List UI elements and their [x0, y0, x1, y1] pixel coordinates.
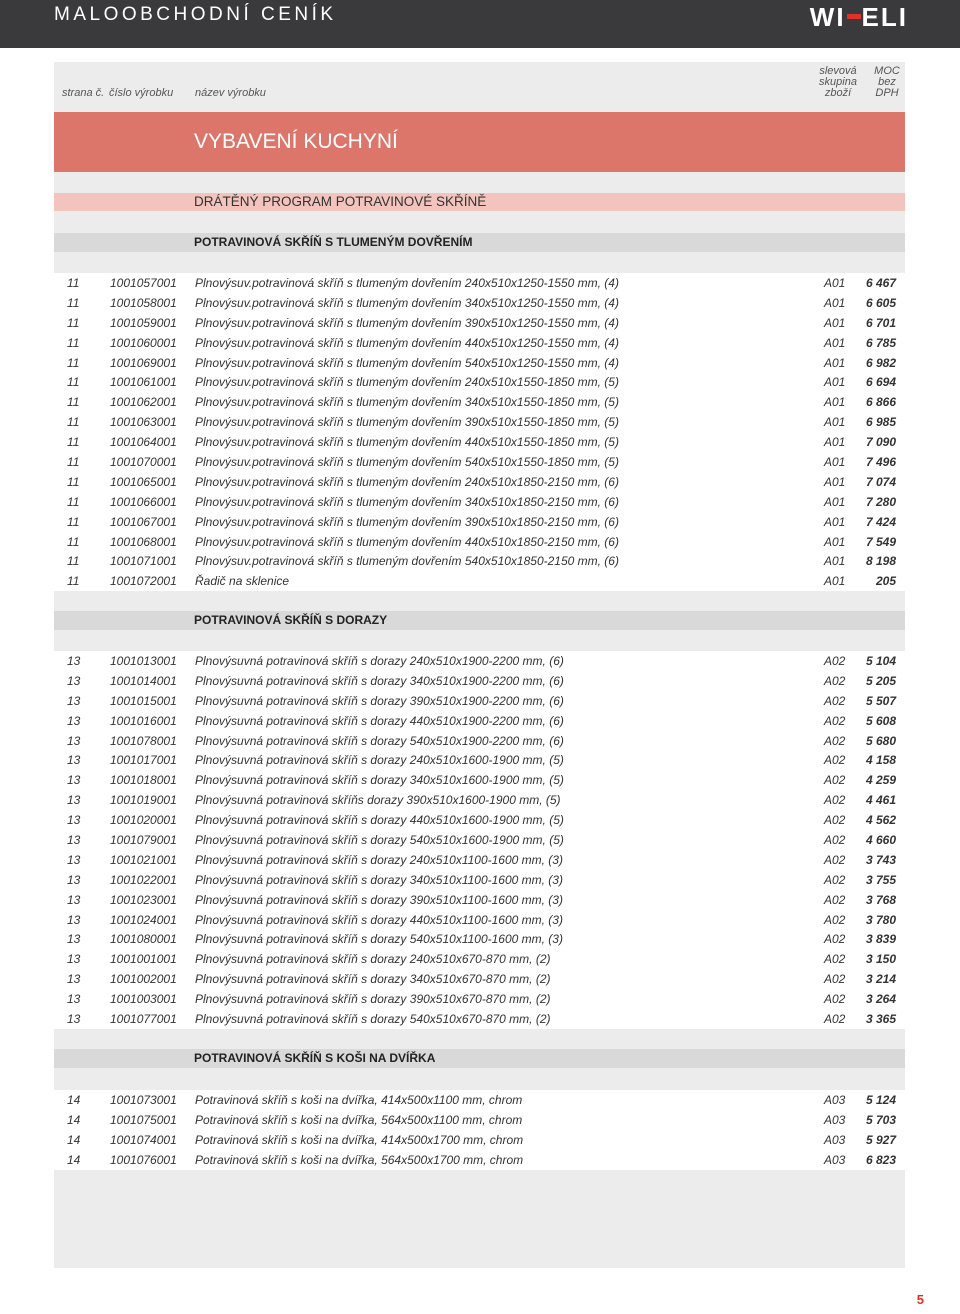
- table-row: [54, 790, 905, 810]
- row-group: A02: [824, 972, 846, 987]
- row-page: 11: [67, 335, 80, 350]
- row-name: Plnovýsuv.potravinová skříň s tlumeným dovřením 390x510x1550-1850 mm, (5): [195, 415, 619, 430]
- row-page: 11: [67, 435, 80, 450]
- row-code: 1001070001: [110, 455, 177, 470]
- row-code: 1001015001: [110, 693, 177, 708]
- row-group: A02: [824, 713, 846, 728]
- row-price: 4 158: [865, 753, 896, 768]
- row-name: Plnovýsuvná potravinová skříň s dorazy 540x510x670-870 mm, (2): [195, 1012, 551, 1027]
- row-name: Plnovýsuv.potravinová skříň s tlumeným dovřením 540x510x1250-1550 mm, (4): [195, 355, 619, 370]
- row-price: 3 264: [865, 992, 896, 1007]
- group-header: [54, 611, 905, 630]
- row-code: 1001076001: [110, 1152, 177, 1167]
- row-group: A01: [824, 554, 846, 569]
- section-title: VYBAVENÍ KUCHYNÍ: [194, 130, 398, 153]
- row-page: 13: [67, 833, 81, 848]
- table-row: [54, 512, 905, 532]
- row-page: 11: [67, 474, 80, 489]
- row-name: Plnovýsuv.potravinová skříň s tlumeným dovřením 390x510x1850-2150 mm, (6): [195, 514, 619, 529]
- row-page: 13: [67, 852, 81, 867]
- row-name: Plnovýsuvná potravinová skříň s dorazy 240x510x670-870 mm, (2): [195, 952, 551, 967]
- row-page: 13: [67, 952, 81, 967]
- group-header: [54, 1049, 905, 1068]
- row-price: 4 461: [865, 793, 896, 808]
- table-row: [54, 671, 905, 691]
- row-name: Plnovýsuvná potravinová skříň s dorazy 240x510x1900-2200 mm, (6): [195, 654, 564, 668]
- row-group: A01: [824, 335, 846, 350]
- row-page: 11: [67, 315, 80, 330]
- table-row: [54, 870, 905, 890]
- top-header-bar: [0, 0, 960, 48]
- table-row: [54, 452, 905, 472]
- row-page: 11: [67, 534, 80, 549]
- row-page: 13: [67, 972, 81, 987]
- row-page: 13: [67, 673, 81, 688]
- row-code: 1001017001: [110, 753, 177, 768]
- row-code: 1001022001: [110, 872, 177, 887]
- row-page: 13: [67, 992, 81, 1007]
- table-row: [54, 313, 905, 333]
- row-group: A01: [824, 435, 846, 450]
- row-group: A01: [824, 534, 846, 549]
- row-group: A02: [824, 693, 846, 708]
- col-price-l3: DPH: [875, 87, 899, 99]
- row-code: 1001023001: [110, 892, 177, 907]
- row-group: A01: [824, 395, 846, 410]
- row-price: 5 703: [865, 1112, 896, 1127]
- table-row: [54, 1009, 905, 1029]
- row-group: A02: [824, 992, 846, 1007]
- row-price: 7 090: [865, 435, 896, 450]
- row-price: 6 467: [865, 276, 896, 290]
- table-row: [54, 850, 905, 870]
- row-page: 13: [67, 912, 81, 927]
- row-group: A01: [824, 355, 846, 370]
- row-code: 1001077001: [110, 1012, 177, 1027]
- col-group-l3: zboží: [824, 87, 852, 99]
- row-group: A03: [824, 1132, 846, 1147]
- row-price: 7 496: [865, 455, 896, 470]
- table-row: [54, 273, 905, 293]
- row-code: 1001064001: [110, 435, 177, 450]
- row-code: 1001073001: [110, 1093, 177, 1107]
- col-group-header: [818, 66, 858, 99]
- product-table: [54, 273, 905, 591]
- table-row: [54, 830, 905, 850]
- brand-logo: WI ELI: [809, 2, 908, 32]
- row-page: 14: [67, 1132, 81, 1147]
- row-price: 3 780: [865, 912, 896, 927]
- row-code: 1001003001: [110, 992, 177, 1007]
- table-row: [54, 910, 905, 930]
- row-code: 1001068001: [110, 534, 177, 549]
- row-name: Plnovýsuv.potravinová skříň s tlumeným dovřením 390x510x1250-1550 mm, (4): [195, 315, 619, 330]
- row-group: A02: [824, 892, 846, 907]
- row-group: A01: [824, 455, 846, 470]
- row-price: 5 507: [865, 693, 896, 708]
- row-page: 11: [67, 494, 80, 509]
- row-code: 1001065001: [110, 474, 177, 489]
- row-group: A02: [824, 793, 846, 808]
- row-code: 1001020001: [110, 813, 177, 828]
- row-code: 1001062001: [110, 395, 177, 410]
- row-price: 6 866: [865, 395, 896, 410]
- row-name: Plnovýsuvná potravinová skříň s dorazy 440x510x1900-2200 mm, (6): [195, 713, 564, 728]
- row-price: 7 074: [865, 474, 896, 489]
- col-group-l2: skupina: [819, 76, 857, 88]
- logo-red-bar: [847, 14, 861, 19]
- table-row: [54, 731, 905, 751]
- col-group-l1: slevová: [819, 65, 857, 77]
- table-row: [54, 551, 905, 571]
- row-name: Plnovýsuvná potravinová skříň s dorazy 390x510x1100-1600 mm, (3): [195, 892, 563, 907]
- row-price: 7 549: [865, 534, 896, 549]
- row-page: 13: [67, 773, 81, 788]
- row-code: 1001063001: [110, 415, 177, 430]
- row-name: Plnovýsuvná potravinová skříň s dorazy 440x510x1600-1900 mm, (5): [195, 813, 564, 828]
- table-row: [54, 1150, 905, 1170]
- subsection-title-band: [54, 193, 905, 211]
- row-price: 4 259: [865, 773, 896, 788]
- row-page: 13: [67, 733, 81, 748]
- row-page: 13: [67, 713, 81, 728]
- row-page: 13: [67, 753, 81, 768]
- table-row: [54, 969, 905, 989]
- col-page-header: strana č.: [62, 87, 105, 99]
- row-group: A02: [824, 872, 846, 887]
- row-name: Plnovýsuvná potravinová skříň s dorazy 540x510x1600-1900 mm, (5): [195, 833, 564, 848]
- row-name: Plnovýsuvná potravinová skříň s dorazy 340x510x1100-1600 mm, (3): [195, 872, 563, 887]
- row-code: 1001018001: [110, 773, 177, 788]
- row-name: Plnovýsuv.potravinová skříň s tlumeným dovřením 440x510x1250-1550 mm, (4): [195, 335, 619, 350]
- row-page: 13: [67, 654, 81, 668]
- row-price: 4 562: [865, 813, 896, 828]
- row-group: A01: [824, 574, 846, 589]
- row-code: 1001016001: [110, 713, 177, 728]
- row-code: 1001079001: [110, 833, 177, 848]
- col-price-l2: bez: [878, 76, 896, 88]
- row-code: 1001001001: [110, 952, 177, 967]
- row-name: Plnovýsuvná potravinová skříň s dorazy 340x510x1600-1900 mm, (5): [195, 773, 564, 788]
- row-price: 3 839: [865, 932, 896, 947]
- row-page: 13: [67, 932, 81, 947]
- row-page: 11: [67, 514, 80, 529]
- row-name: Plnovýsuv.potravinová skříň s tlumeným dovřením 540x510x1850-2150 mm, (6): [195, 554, 619, 569]
- row-name: Plnovýsuv.potravinová skříň s tlumeným dovřením 240x510x1250-1550 mm, (4): [195, 276, 619, 290]
- row-page: 11: [67, 375, 80, 390]
- row-price: 6 982: [865, 355, 896, 370]
- row-price: 3 150: [865, 952, 896, 967]
- row-price: 8 198: [865, 554, 896, 569]
- table-row: [54, 691, 905, 711]
- row-group: A01: [824, 375, 846, 390]
- subsection-title: DRÁTĚNÝ PROGRAM POTRAVINOVÉ SKŘÍNĚ: [194, 194, 487, 209]
- row-page: 14: [67, 1112, 81, 1127]
- row-page: 14: [67, 1152, 81, 1167]
- row-name: Plnovýsuvná potravinová skříň s dorazy 340x510x1900-2200 mm, (6): [195, 673, 564, 688]
- row-page: 13: [67, 892, 81, 907]
- row-name: Plnovýsuvná potravinová skříň s dorazy 340x510x670-870 mm, (2): [195, 972, 551, 987]
- table-row: [54, 810, 905, 830]
- row-code: 1001074001: [110, 1132, 177, 1147]
- row-name: Plnovýsuv.potravinová skříň s tlumeným dovřením 440x510x1550-1850 mm, (5): [195, 435, 619, 450]
- col-name-header: název výrobku: [195, 87, 266, 99]
- row-code: 1001059001: [110, 315, 177, 330]
- row-page: 13: [67, 813, 81, 828]
- table-row: [54, 929, 905, 949]
- row-name: Potravinová skříň s koši na dvířka, 564x500x1100 mm, chrom: [195, 1112, 523, 1127]
- row-group: A02: [824, 813, 846, 828]
- table-row: [54, 651, 905, 671]
- row-name: Plnovýsuv.potravinová skříň s tlumeným dovřením 340x510x1550-1850 mm, (5): [195, 395, 619, 410]
- col-code-header: číslo výrobku: [109, 87, 174, 99]
- row-price: 3 755: [865, 872, 896, 887]
- row-page: 13: [67, 793, 81, 808]
- row-price: 5 608: [865, 713, 896, 728]
- table-row: [54, 711, 905, 731]
- row-price: 6 605: [865, 295, 896, 310]
- page-title: MALOOBCHODNÍ CENÍK: [54, 4, 337, 25]
- row-code: 1001002001: [110, 972, 177, 987]
- row-code: 1001078001: [110, 733, 177, 748]
- row-group: A01: [824, 295, 846, 310]
- table-row: [54, 372, 905, 392]
- row-page: 11: [67, 455, 80, 470]
- row-code: 1001071001: [110, 554, 177, 569]
- row-price: 5 124: [865, 1093, 896, 1107]
- table-row: [54, 571, 905, 591]
- table-row: [54, 770, 905, 790]
- table-row: [54, 333, 905, 353]
- page-number: 5: [916, 1292, 924, 1307]
- row-name: Plnovýsuvná potravinová skříň s dorazy 540x510x1100-1600 mm, (3): [195, 932, 563, 947]
- table-row: [54, 1110, 905, 1130]
- row-group: A02: [824, 952, 846, 967]
- row-price: 6 701: [865, 315, 896, 330]
- table-row: [54, 353, 905, 373]
- row-page: 11: [67, 276, 80, 290]
- row-price: 7 424: [865, 514, 896, 529]
- row-page: 13: [67, 872, 81, 887]
- row-price: 6 985: [865, 415, 896, 430]
- row-page: 11: [67, 295, 80, 310]
- table-row: [54, 412, 905, 432]
- table-row: [54, 989, 905, 1009]
- row-price: 6 785: [865, 335, 896, 350]
- row-page: 13: [67, 1012, 81, 1027]
- row-name: Plnovýsuvná potravinová skříň s dorazy 390x510x1900-2200 mm, (6): [195, 693, 564, 708]
- row-group: A02: [824, 673, 846, 688]
- row-group: A01: [824, 276, 846, 290]
- row-code: 1001067001: [110, 514, 177, 529]
- row-group: A02: [824, 1012, 846, 1027]
- row-group: A01: [824, 494, 846, 509]
- group-title: POTRAVINOVÁ SKŘÍŇ S DORAZY: [194, 613, 388, 627]
- product-table: [54, 651, 905, 1029]
- group-header: [54, 233, 905, 252]
- row-name: Plnovýsuv.potravinová skříň s tlumeným dovřením 240x510x1550-1850 mm, (5): [195, 375, 619, 390]
- row-name: Plnovýsuvná potravinová skříň s dorazy 240x510x1100-1600 mm, (3): [195, 852, 563, 867]
- row-group: A03: [824, 1093, 846, 1107]
- row-page: 13: [67, 693, 81, 708]
- table-row: [54, 1130, 905, 1150]
- row-name: Potravinová skříň s koši na dvířka, 564x500x1700 mm, chrom: [195, 1152, 524, 1167]
- row-price: 4 660: [865, 833, 896, 848]
- row-name: Plnovýsuvná potravinová skříň s dorazy 540x510x1900-2200 mm, (6): [195, 733, 564, 748]
- row-group: A02: [824, 852, 846, 867]
- row-name: Plnovýsuv.potravinová skříň s tlumeným dovřením 540x510x1550-1850 mm, (5): [195, 455, 619, 470]
- row-group: A01: [824, 474, 846, 489]
- row-name: Plnovýsuv.potravinová skříň s tlumeným dovřením 340x510x1850-2150 mm, (6): [195, 494, 619, 509]
- row-page: 11: [67, 355, 80, 370]
- table-row: [54, 949, 905, 969]
- row-code: 1001075001: [110, 1112, 177, 1127]
- row-name: Plnovýsuv.potravinová skříň s tlumeným dovřením 240x510x1850-2150 mm, (6): [195, 474, 619, 489]
- row-price: 5 104: [865, 654, 896, 668]
- group-title: POTRAVINOVÁ SKŘÍŇ S TLUMENÝM DOVŘENÍM: [194, 235, 473, 249]
- row-group: A03: [824, 1152, 846, 1167]
- row-price: 3 768: [865, 892, 896, 907]
- row-code: 1001019001: [110, 793, 177, 808]
- row-price: 6 694: [865, 375, 896, 390]
- row-price: 7 280: [865, 494, 896, 509]
- table-row: [54, 492, 905, 512]
- row-code: 1001061001: [110, 375, 177, 390]
- row-name: Plnovýsuvná potravinová skříň s dorazy 440x510x1100-1600 mm, (3): [195, 912, 563, 927]
- table-row: [54, 750, 905, 770]
- col-price-header: [872, 66, 902, 99]
- table-row: [54, 392, 905, 412]
- row-group: A02: [824, 932, 846, 947]
- row-group: A01: [824, 514, 846, 529]
- table-row: [54, 1090, 905, 1110]
- row-group: A02: [824, 912, 846, 927]
- row-price: 3 214: [865, 972, 896, 987]
- row-name: Řadič na sklenice: [195, 574, 290, 589]
- table-row: [54, 432, 905, 452]
- table-row: [54, 472, 905, 492]
- row-name: Plnovýsuvná potravinová skříň s dorazy 240x510x1600-1900 mm, (5): [195, 753, 564, 768]
- row-group: A02: [824, 833, 846, 848]
- row-group: A01: [824, 415, 846, 430]
- row-price: 6 823: [865, 1152, 896, 1167]
- row-code: 1001072001: [110, 574, 177, 589]
- row-price: 5 927: [865, 1132, 896, 1147]
- row-group: A02: [824, 753, 846, 768]
- table-row: [54, 293, 905, 313]
- row-name: Plnovýsuv.potravinová skříň s tlumeným dovřením 340x510x1250-1550 mm, (4): [195, 295, 619, 310]
- row-group: A01: [824, 315, 846, 330]
- row-code: 1001021001: [110, 852, 177, 867]
- row-page: 14: [67, 1093, 81, 1107]
- row-name: Plnovýsuv.potravinová skříň s tlumeným dovřením 440x510x1850-2150 mm, (6): [195, 534, 619, 549]
- row-code: 1001013001: [110, 654, 177, 668]
- row-price: 3 743: [865, 852, 896, 867]
- row-price: 5 680: [865, 733, 896, 748]
- row-name: Plnovýsuvná potravinová skříň s dorazy 390x510x670-870 mm, (2): [195, 992, 551, 1007]
- row-page: 11: [67, 415, 80, 430]
- col-price-l1: MOC: [874, 65, 900, 77]
- row-group: A02: [824, 773, 846, 788]
- row-price: 205: [875, 574, 896, 589]
- row-name: Potravinová skříň s koši na dvířka, 414x500x1100 mm, chrom: [195, 1093, 523, 1107]
- row-group: A02: [824, 654, 846, 668]
- table-row: [54, 890, 905, 910]
- row-code: 1001069001: [110, 355, 177, 370]
- row-name: Potravinová skříň s koši na dvířka, 414x500x1700 mm, chrom: [195, 1132, 524, 1147]
- row-page: 11: [67, 554, 80, 569]
- row-code: 1001080001: [110, 932, 177, 947]
- row-group: A02: [824, 733, 846, 748]
- row-price: 5 205: [865, 673, 896, 688]
- product-table: [54, 1090, 905, 1170]
- row-code: 1001066001: [110, 494, 177, 509]
- row-code: 1001024001: [110, 912, 177, 927]
- row-price: 3 365: [865, 1012, 896, 1027]
- row-code: 1001014001: [110, 673, 177, 688]
- row-page: 11: [67, 574, 80, 589]
- table-row: [54, 532, 905, 552]
- row-code: 1001057001: [110, 276, 177, 290]
- row-group: A03: [824, 1112, 846, 1127]
- row-code: 1001060001: [110, 335, 177, 350]
- row-code: 1001058001: [110, 295, 177, 310]
- group-title: POTRAVINOVÁ SKŘÍŇ S KOŠI NA DVÍŘKA: [194, 1051, 436, 1065]
- row-page: 11: [67, 395, 80, 410]
- section-title-band: [54, 112, 905, 172]
- row-name: Plnovýsuvná potravinová skříňs dorazy 390x510x1600-1900 mm, (5): [195, 793, 561, 808]
